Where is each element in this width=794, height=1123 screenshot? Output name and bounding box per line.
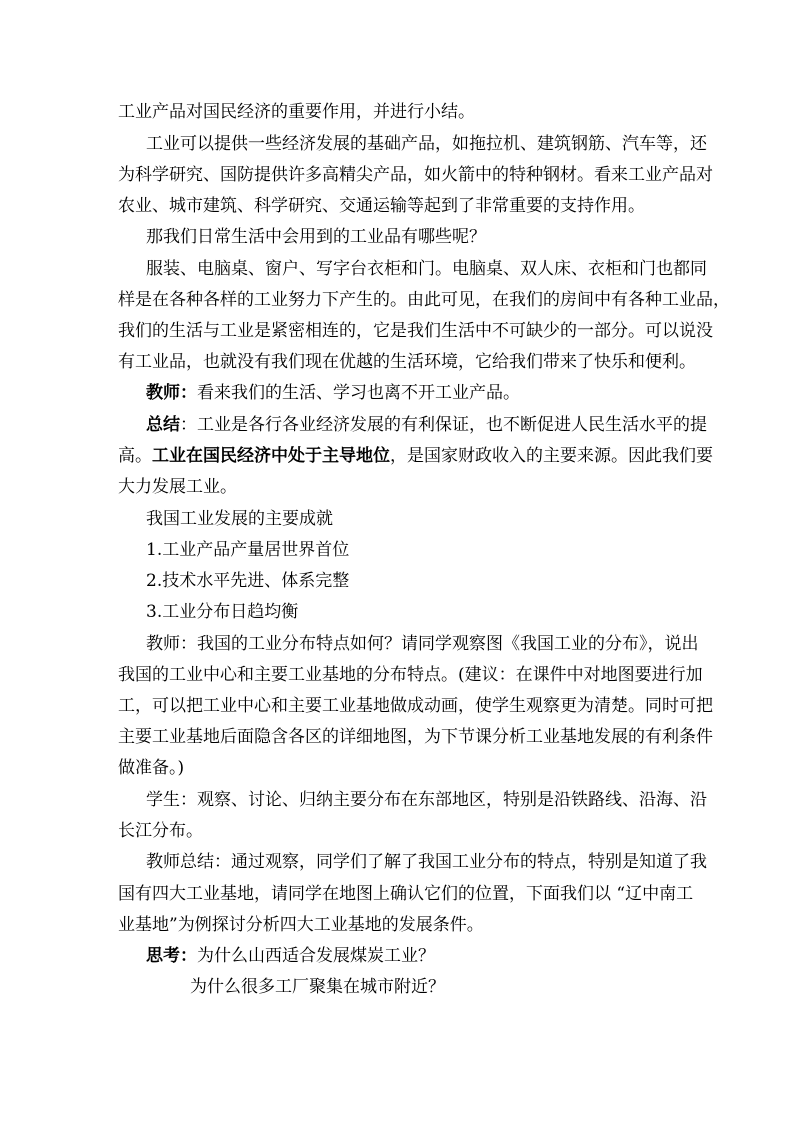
text-span: ，是国家财政收入的主要来源。因此我们要 <box>390 446 713 466</box>
text-line: 长江分布。 <box>118 821 203 841</box>
think-line <box>146 944 435 968</box>
text-line: 做准备。) <box>118 758 185 778</box>
text-span: 看来我们的生活、学习也离不开工业产品。 <box>197 383 520 403</box>
text-line: 为什么很多工厂聚集在城市附近？ <box>190 977 445 997</box>
text-line: 主要工业基地后面隐含各区的详细地图，为下节课分析工业基地发展的有利条件 <box>118 727 713 747</box>
text-line: 那我们日常生活中会用到的工业品有哪些呢？ <box>146 227 486 247</box>
teacher-line <box>146 381 520 405</box>
text-span: ：工业是各行各业经济发展的有利保证，也不断促进人民生活水平的提 <box>180 415 707 435</box>
text-line: 业基地”为例探讨分析四大工业基地的发展条件。 <box>118 915 484 935</box>
list-item: 1.工业产品产量居世界首位 <box>146 540 350 560</box>
text-line: 工，可以把工业中心和主要工业基地做成动画，使学生观察更为清楚。同时可把 <box>118 696 713 716</box>
text-line <box>118 444 713 468</box>
text-line: 工业产品对国民经济的重要作用，并进行小结。 <box>118 102 475 122</box>
text-line: 农业、城市建筑、科学研究、交通运输等起到了非常重要的支持作用。 <box>118 196 645 216</box>
text-line: 样是在各种各样的工业努力下产生的。由此可见，在我们的房间中有各种工业品， <box>118 290 730 310</box>
text-line: 服装、电脑桌、窗户、写字台衣柜和门。电脑桌、双人床、衣柜和门也都同 <box>146 259 707 279</box>
text-line: 工业可以提供一些经济发展的基础产品，如拖拉机、建筑钢筋、汽车等，还 <box>146 134 707 154</box>
text-span: 高。 <box>118 446 152 466</box>
section-heading: 我国工业发展的主要成就 <box>146 509 333 529</box>
summary-label: 总结 <box>146 415 180 435</box>
list-item: 2.技术水平先进、体系完整 <box>146 571 350 591</box>
text-line: 学生：观察、讨论、归纳主要分布在东部地区，特别是沿铁路线、沿海、沿 <box>146 790 707 810</box>
think-label: 思考： <box>146 946 197 966</box>
text-line: 有工业品，也就没有我们现在优越的生活环境，它给我们带来了快乐和便利。 <box>118 352 696 372</box>
text-line: 我们的生活与工业是紧密相连的，它是我们生活中不可缺少的一部分。可以说没 <box>118 321 713 341</box>
bold-phrase: 工业在国民经济中处于主导地位 <box>152 446 390 466</box>
teacher-label: 教师： <box>146 383 197 403</box>
text-line: 教师总结：通过观察，同学们了解了我国工业分布的特点，特别是知道了我 <box>146 852 707 872</box>
text-line: 教师：我国的工业分布特点如何？请同学观察图《我国工业的分布》，说出 <box>146 634 699 654</box>
text-span: 为什么山西适合发展煤炭工业？ <box>197 946 435 966</box>
text-line: 国有四大工业基地，请同学在地图上确认它们的位置，下面我们以 “辽中南工 <box>118 884 694 904</box>
summary-line <box>146 413 707 437</box>
text-line: 大力发展工业。 <box>118 477 237 497</box>
text-line: 我国的工业中心和主要工业基地的分布特点。(建议：在课件中对地图要进行加 <box>118 665 703 685</box>
list-item: 3.工业分布日趋均衡 <box>146 602 299 622</box>
text-line: 为科学研究、国防提供许多高精尖产品，如火箭中的特种钢材。看来工业产品对 <box>118 165 713 185</box>
